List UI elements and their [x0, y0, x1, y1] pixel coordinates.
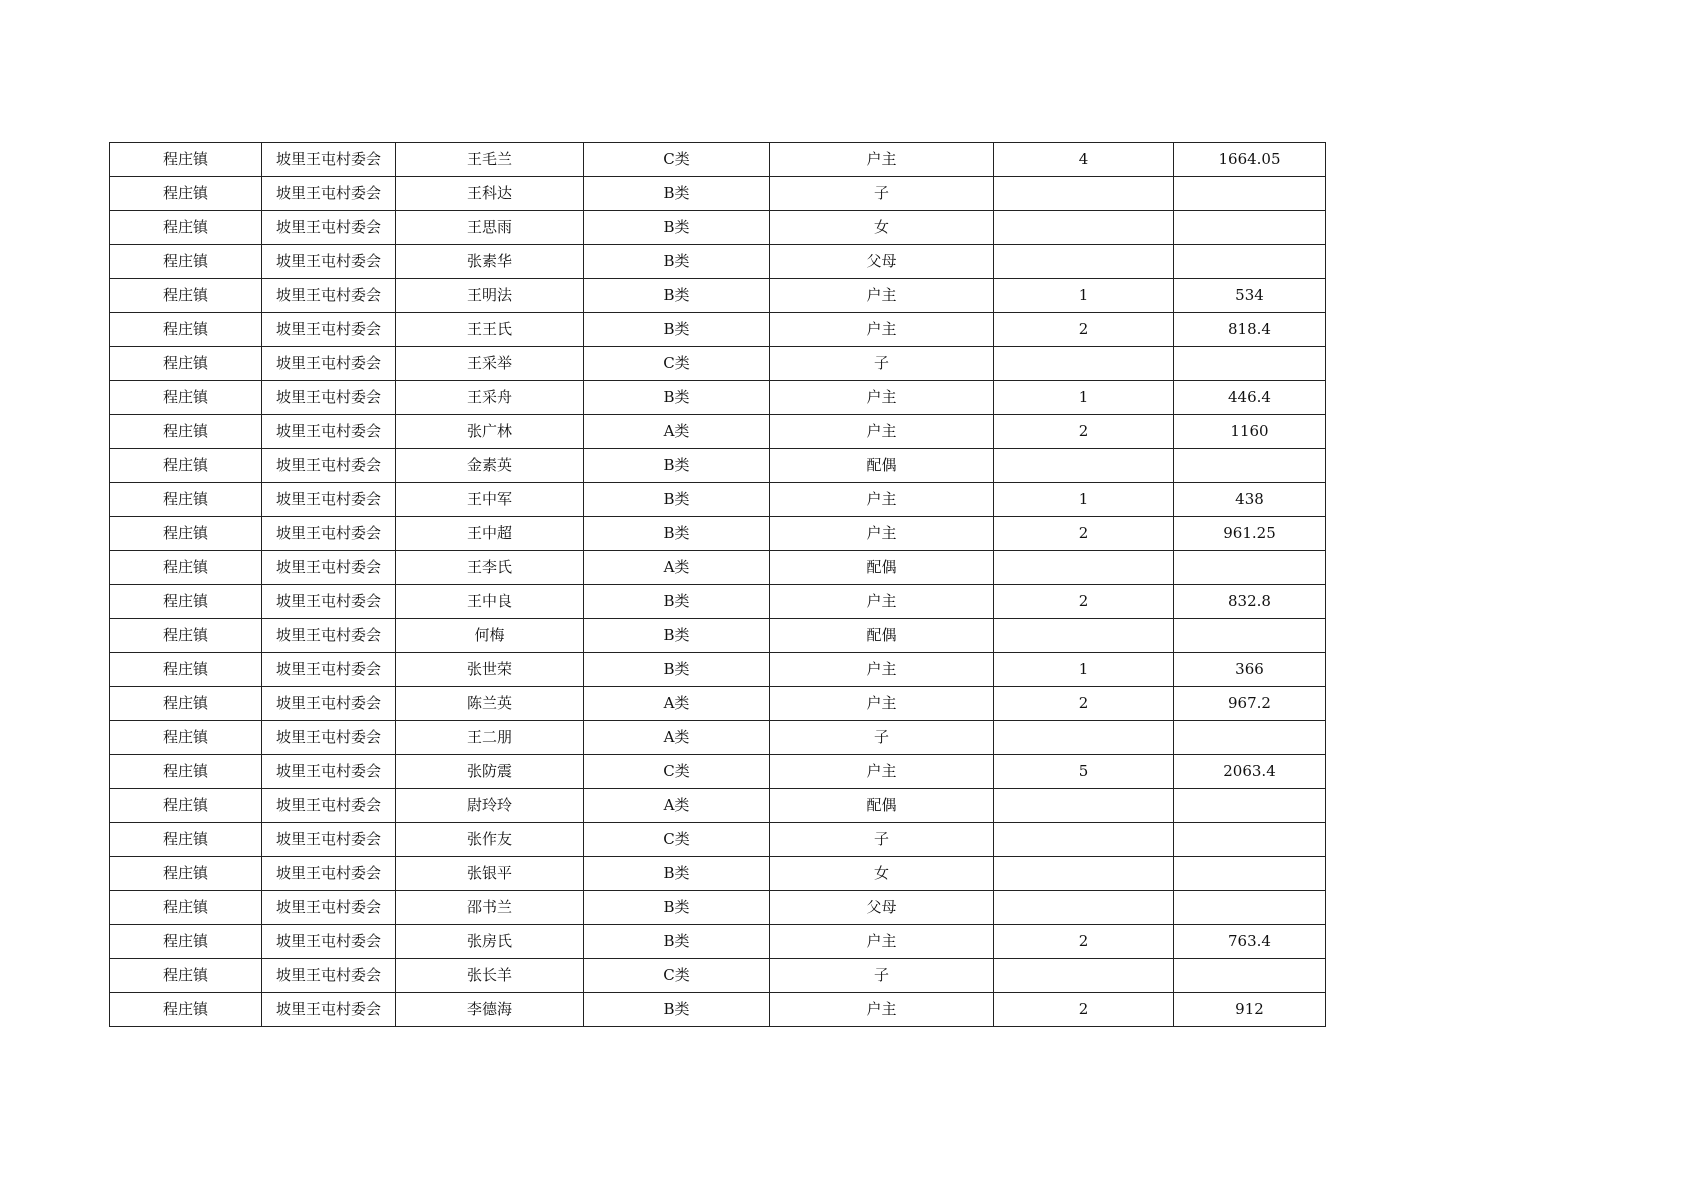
- town-cell: 程庄镇: [110, 347, 262, 381]
- relation-cell: 户主: [770, 585, 994, 619]
- members-cell: [994, 959, 1174, 993]
- table-row: [110, 381, 1326, 415]
- town-cell: 程庄镇: [110, 483, 262, 517]
- class-cell: B类: [584, 177, 770, 211]
- amount-cell: 446.4: [1174, 381, 1326, 415]
- table-row: [110, 823, 1326, 857]
- name-cell: 王李氏: [396, 551, 584, 585]
- amount-cell: [1174, 721, 1326, 755]
- members-cell: 2: [994, 993, 1174, 1027]
- members-cell: 2: [994, 517, 1174, 551]
- table-body: [110, 143, 1326, 1027]
- name-cell: 王采舟: [396, 381, 584, 415]
- town-cell: 程庄镇: [110, 279, 262, 313]
- town-cell: 程庄镇: [110, 891, 262, 925]
- village-cell: 坡里王屯村委会: [262, 177, 396, 211]
- relation-cell: 户主: [770, 925, 994, 959]
- class-cell: A类: [584, 687, 770, 721]
- name-cell: 邵书兰: [396, 891, 584, 925]
- class-cell: B类: [584, 925, 770, 959]
- village-cell: 坡里王屯村委会: [262, 993, 396, 1027]
- village-cell: 坡里王屯村委会: [262, 449, 396, 483]
- town-cell: 程庄镇: [110, 925, 262, 959]
- village-cell: 坡里王屯村委会: [262, 857, 396, 891]
- name-cell: 王明法: [396, 279, 584, 313]
- village-cell: 坡里王屯村委会: [262, 381, 396, 415]
- village-cell: 坡里王屯村委会: [262, 823, 396, 857]
- relation-cell: 配偶: [770, 551, 994, 585]
- members-cell: 5: [994, 755, 1174, 789]
- amount-cell: 961.25: [1174, 517, 1326, 551]
- name-cell: 张世荣: [396, 653, 584, 687]
- relation-cell: 父母: [770, 245, 994, 279]
- relation-cell: 父母: [770, 891, 994, 925]
- table-row: [110, 789, 1326, 823]
- town-cell: 程庄镇: [110, 381, 262, 415]
- class-cell: C类: [584, 143, 770, 177]
- class-cell: B类: [584, 483, 770, 517]
- village-cell: 坡里王屯村委会: [262, 245, 396, 279]
- town-cell: 程庄镇: [110, 551, 262, 585]
- town-cell: 程庄镇: [110, 449, 262, 483]
- table-row: [110, 687, 1326, 721]
- members-cell: [994, 211, 1174, 245]
- name-cell: 王中良: [396, 585, 584, 619]
- town-cell: 程庄镇: [110, 245, 262, 279]
- class-cell: A类: [584, 721, 770, 755]
- town-cell: 程庄镇: [110, 687, 262, 721]
- relation-cell: 配偶: [770, 789, 994, 823]
- members-cell: [994, 619, 1174, 653]
- relation-cell: 户主: [770, 755, 994, 789]
- class-cell: B类: [584, 891, 770, 925]
- town-cell: 程庄镇: [110, 313, 262, 347]
- document-sheet: [109, 142, 1326, 1027]
- members-cell: 1: [994, 279, 1174, 313]
- amount-cell: 818.4: [1174, 313, 1326, 347]
- members-cell: [994, 347, 1174, 381]
- name-cell: 王思雨: [396, 211, 584, 245]
- amount-cell: [1174, 245, 1326, 279]
- amount-cell: 967.2: [1174, 687, 1326, 721]
- town-cell: 程庄镇: [110, 823, 262, 857]
- table-row: [110, 143, 1326, 177]
- town-cell: 程庄镇: [110, 585, 262, 619]
- members-cell: [994, 891, 1174, 925]
- class-cell: C类: [584, 959, 770, 993]
- town-cell: 程庄镇: [110, 755, 262, 789]
- class-cell: B类: [584, 993, 770, 1027]
- members-cell: [994, 857, 1174, 891]
- town-cell: 程庄镇: [110, 721, 262, 755]
- members-cell: [994, 789, 1174, 823]
- village-cell: 坡里王屯村委会: [262, 891, 396, 925]
- relation-cell: 子: [770, 177, 994, 211]
- table-row: [110, 483, 1326, 517]
- class-cell: C类: [584, 755, 770, 789]
- table-row: [110, 585, 1326, 619]
- town-cell: 程庄镇: [110, 789, 262, 823]
- members-cell: [994, 177, 1174, 211]
- name-cell: 尉玲玲: [396, 789, 584, 823]
- members-cell: 2: [994, 925, 1174, 959]
- relation-cell: 子: [770, 721, 994, 755]
- members-cell: 4: [994, 143, 1174, 177]
- amount-cell: [1174, 211, 1326, 245]
- relation-cell: 户主: [770, 279, 994, 313]
- table-row: [110, 211, 1326, 245]
- village-cell: 坡里王屯村委会: [262, 653, 396, 687]
- name-cell: 张银平: [396, 857, 584, 891]
- relation-cell: 户主: [770, 313, 994, 347]
- relation-cell: 户主: [770, 143, 994, 177]
- village-cell: 坡里王屯村委会: [262, 755, 396, 789]
- amount-cell: [1174, 959, 1326, 993]
- class-cell: B类: [584, 279, 770, 313]
- table-row: [110, 959, 1326, 993]
- amount-cell: [1174, 177, 1326, 211]
- table-row: [110, 891, 1326, 925]
- amount-cell: [1174, 551, 1326, 585]
- name-cell: 王王氏: [396, 313, 584, 347]
- village-cell: 坡里王屯村委会: [262, 483, 396, 517]
- amount-cell: [1174, 619, 1326, 653]
- class-cell: B类: [584, 857, 770, 891]
- name-cell: 张长羊: [396, 959, 584, 993]
- town-cell: 程庄镇: [110, 517, 262, 551]
- amount-cell: [1174, 347, 1326, 381]
- class-cell: B类: [584, 313, 770, 347]
- village-cell: 坡里王屯村委会: [262, 551, 396, 585]
- amount-cell: [1174, 891, 1326, 925]
- amount-cell: 1160: [1174, 415, 1326, 449]
- village-cell: 坡里王屯村委会: [262, 585, 396, 619]
- table-row: [110, 993, 1326, 1027]
- town-cell: 程庄镇: [110, 619, 262, 653]
- class-cell: B类: [584, 211, 770, 245]
- members-cell: 1: [994, 381, 1174, 415]
- relation-cell: 户主: [770, 415, 994, 449]
- village-cell: 坡里王屯村委会: [262, 415, 396, 449]
- amount-cell: [1174, 449, 1326, 483]
- members-cell: 2: [994, 415, 1174, 449]
- table-row: [110, 653, 1326, 687]
- village-cell: 坡里王屯村委会: [262, 687, 396, 721]
- village-cell: 坡里王屯村委会: [262, 619, 396, 653]
- class-cell: B类: [584, 653, 770, 687]
- table-row: [110, 755, 1326, 789]
- amount-cell: 912: [1174, 993, 1326, 1027]
- relation-cell: 配偶: [770, 449, 994, 483]
- village-cell: 坡里王屯村委会: [262, 313, 396, 347]
- class-cell: A类: [584, 551, 770, 585]
- table-row: [110, 619, 1326, 653]
- name-cell: 陈兰英: [396, 687, 584, 721]
- village-cell: 坡里王屯村委会: [262, 721, 396, 755]
- class-cell: B类: [584, 619, 770, 653]
- name-cell: 李德海: [396, 993, 584, 1027]
- members-cell: [994, 449, 1174, 483]
- beneficiary-table: [109, 142, 1326, 1027]
- table-row: [110, 415, 1326, 449]
- members-cell: [994, 721, 1174, 755]
- relation-cell: 子: [770, 959, 994, 993]
- members-cell: 2: [994, 585, 1174, 619]
- class-cell: B类: [584, 517, 770, 551]
- name-cell: 王科达: [396, 177, 584, 211]
- name-cell: 张房氏: [396, 925, 584, 959]
- relation-cell: 户主: [770, 687, 994, 721]
- village-cell: 坡里王屯村委会: [262, 347, 396, 381]
- class-cell: A类: [584, 789, 770, 823]
- relation-cell: 子: [770, 347, 994, 381]
- village-cell: 坡里王屯村委会: [262, 517, 396, 551]
- town-cell: 程庄镇: [110, 143, 262, 177]
- town-cell: 程庄镇: [110, 177, 262, 211]
- name-cell: 王二朋: [396, 721, 584, 755]
- amount-cell: 534: [1174, 279, 1326, 313]
- town-cell: 程庄镇: [110, 653, 262, 687]
- name-cell: 张防震: [396, 755, 584, 789]
- table-row: [110, 551, 1326, 585]
- amount-cell: 763.4: [1174, 925, 1326, 959]
- members-cell: [994, 245, 1174, 279]
- name-cell: 王采举: [396, 347, 584, 381]
- class-cell: A类: [584, 415, 770, 449]
- name-cell: 王中超: [396, 517, 584, 551]
- table-row: [110, 279, 1326, 313]
- table-row: [110, 177, 1326, 211]
- amount-cell: 2063.4: [1174, 755, 1326, 789]
- name-cell: 王毛兰: [396, 143, 584, 177]
- town-cell: 程庄镇: [110, 857, 262, 891]
- members-cell: 2: [994, 313, 1174, 347]
- village-cell: 坡里王屯村委会: [262, 789, 396, 823]
- village-cell: 坡里王屯村委会: [262, 143, 396, 177]
- name-cell: 何梅: [396, 619, 584, 653]
- amount-cell: [1174, 789, 1326, 823]
- table-row: [110, 449, 1326, 483]
- class-cell: C类: [584, 823, 770, 857]
- table-row: [110, 721, 1326, 755]
- members-cell: 2: [994, 687, 1174, 721]
- relation-cell: 配偶: [770, 619, 994, 653]
- name-cell: 王中军: [396, 483, 584, 517]
- amount-cell: 438: [1174, 483, 1326, 517]
- class-cell: B类: [584, 585, 770, 619]
- town-cell: 程庄镇: [110, 415, 262, 449]
- name-cell: 张广林: [396, 415, 584, 449]
- class-cell: C类: [584, 347, 770, 381]
- class-cell: B类: [584, 449, 770, 483]
- relation-cell: 女: [770, 857, 994, 891]
- members-cell: 1: [994, 653, 1174, 687]
- relation-cell: 户主: [770, 993, 994, 1027]
- village-cell: 坡里王屯村委会: [262, 925, 396, 959]
- town-cell: 程庄镇: [110, 959, 262, 993]
- class-cell: B类: [584, 245, 770, 279]
- table-row: [110, 857, 1326, 891]
- village-cell: 坡里王屯村委会: [262, 211, 396, 245]
- amount-cell: 1664.05: [1174, 143, 1326, 177]
- table-row: [110, 313, 1326, 347]
- relation-cell: 女: [770, 211, 994, 245]
- amount-cell: [1174, 823, 1326, 857]
- relation-cell: 户主: [770, 483, 994, 517]
- table-row: [110, 517, 1326, 551]
- table-row: [110, 925, 1326, 959]
- amount-cell: 366: [1174, 653, 1326, 687]
- relation-cell: 户主: [770, 381, 994, 415]
- members-cell: [994, 823, 1174, 857]
- relation-cell: 户主: [770, 653, 994, 687]
- amount-cell: [1174, 857, 1326, 891]
- name-cell: 张作友: [396, 823, 584, 857]
- relation-cell: 子: [770, 823, 994, 857]
- class-cell: B类: [584, 381, 770, 415]
- town-cell: 程庄镇: [110, 211, 262, 245]
- table-row: [110, 347, 1326, 381]
- members-cell: 1: [994, 483, 1174, 517]
- town-cell: 程庄镇: [110, 993, 262, 1027]
- relation-cell: 户主: [770, 517, 994, 551]
- name-cell: 张素华: [396, 245, 584, 279]
- name-cell: 金素英: [396, 449, 584, 483]
- table-row: [110, 245, 1326, 279]
- village-cell: 坡里王屯村委会: [262, 959, 396, 993]
- amount-cell: 832.8: [1174, 585, 1326, 619]
- village-cell: 坡里王屯村委会: [262, 279, 396, 313]
- members-cell: [994, 551, 1174, 585]
